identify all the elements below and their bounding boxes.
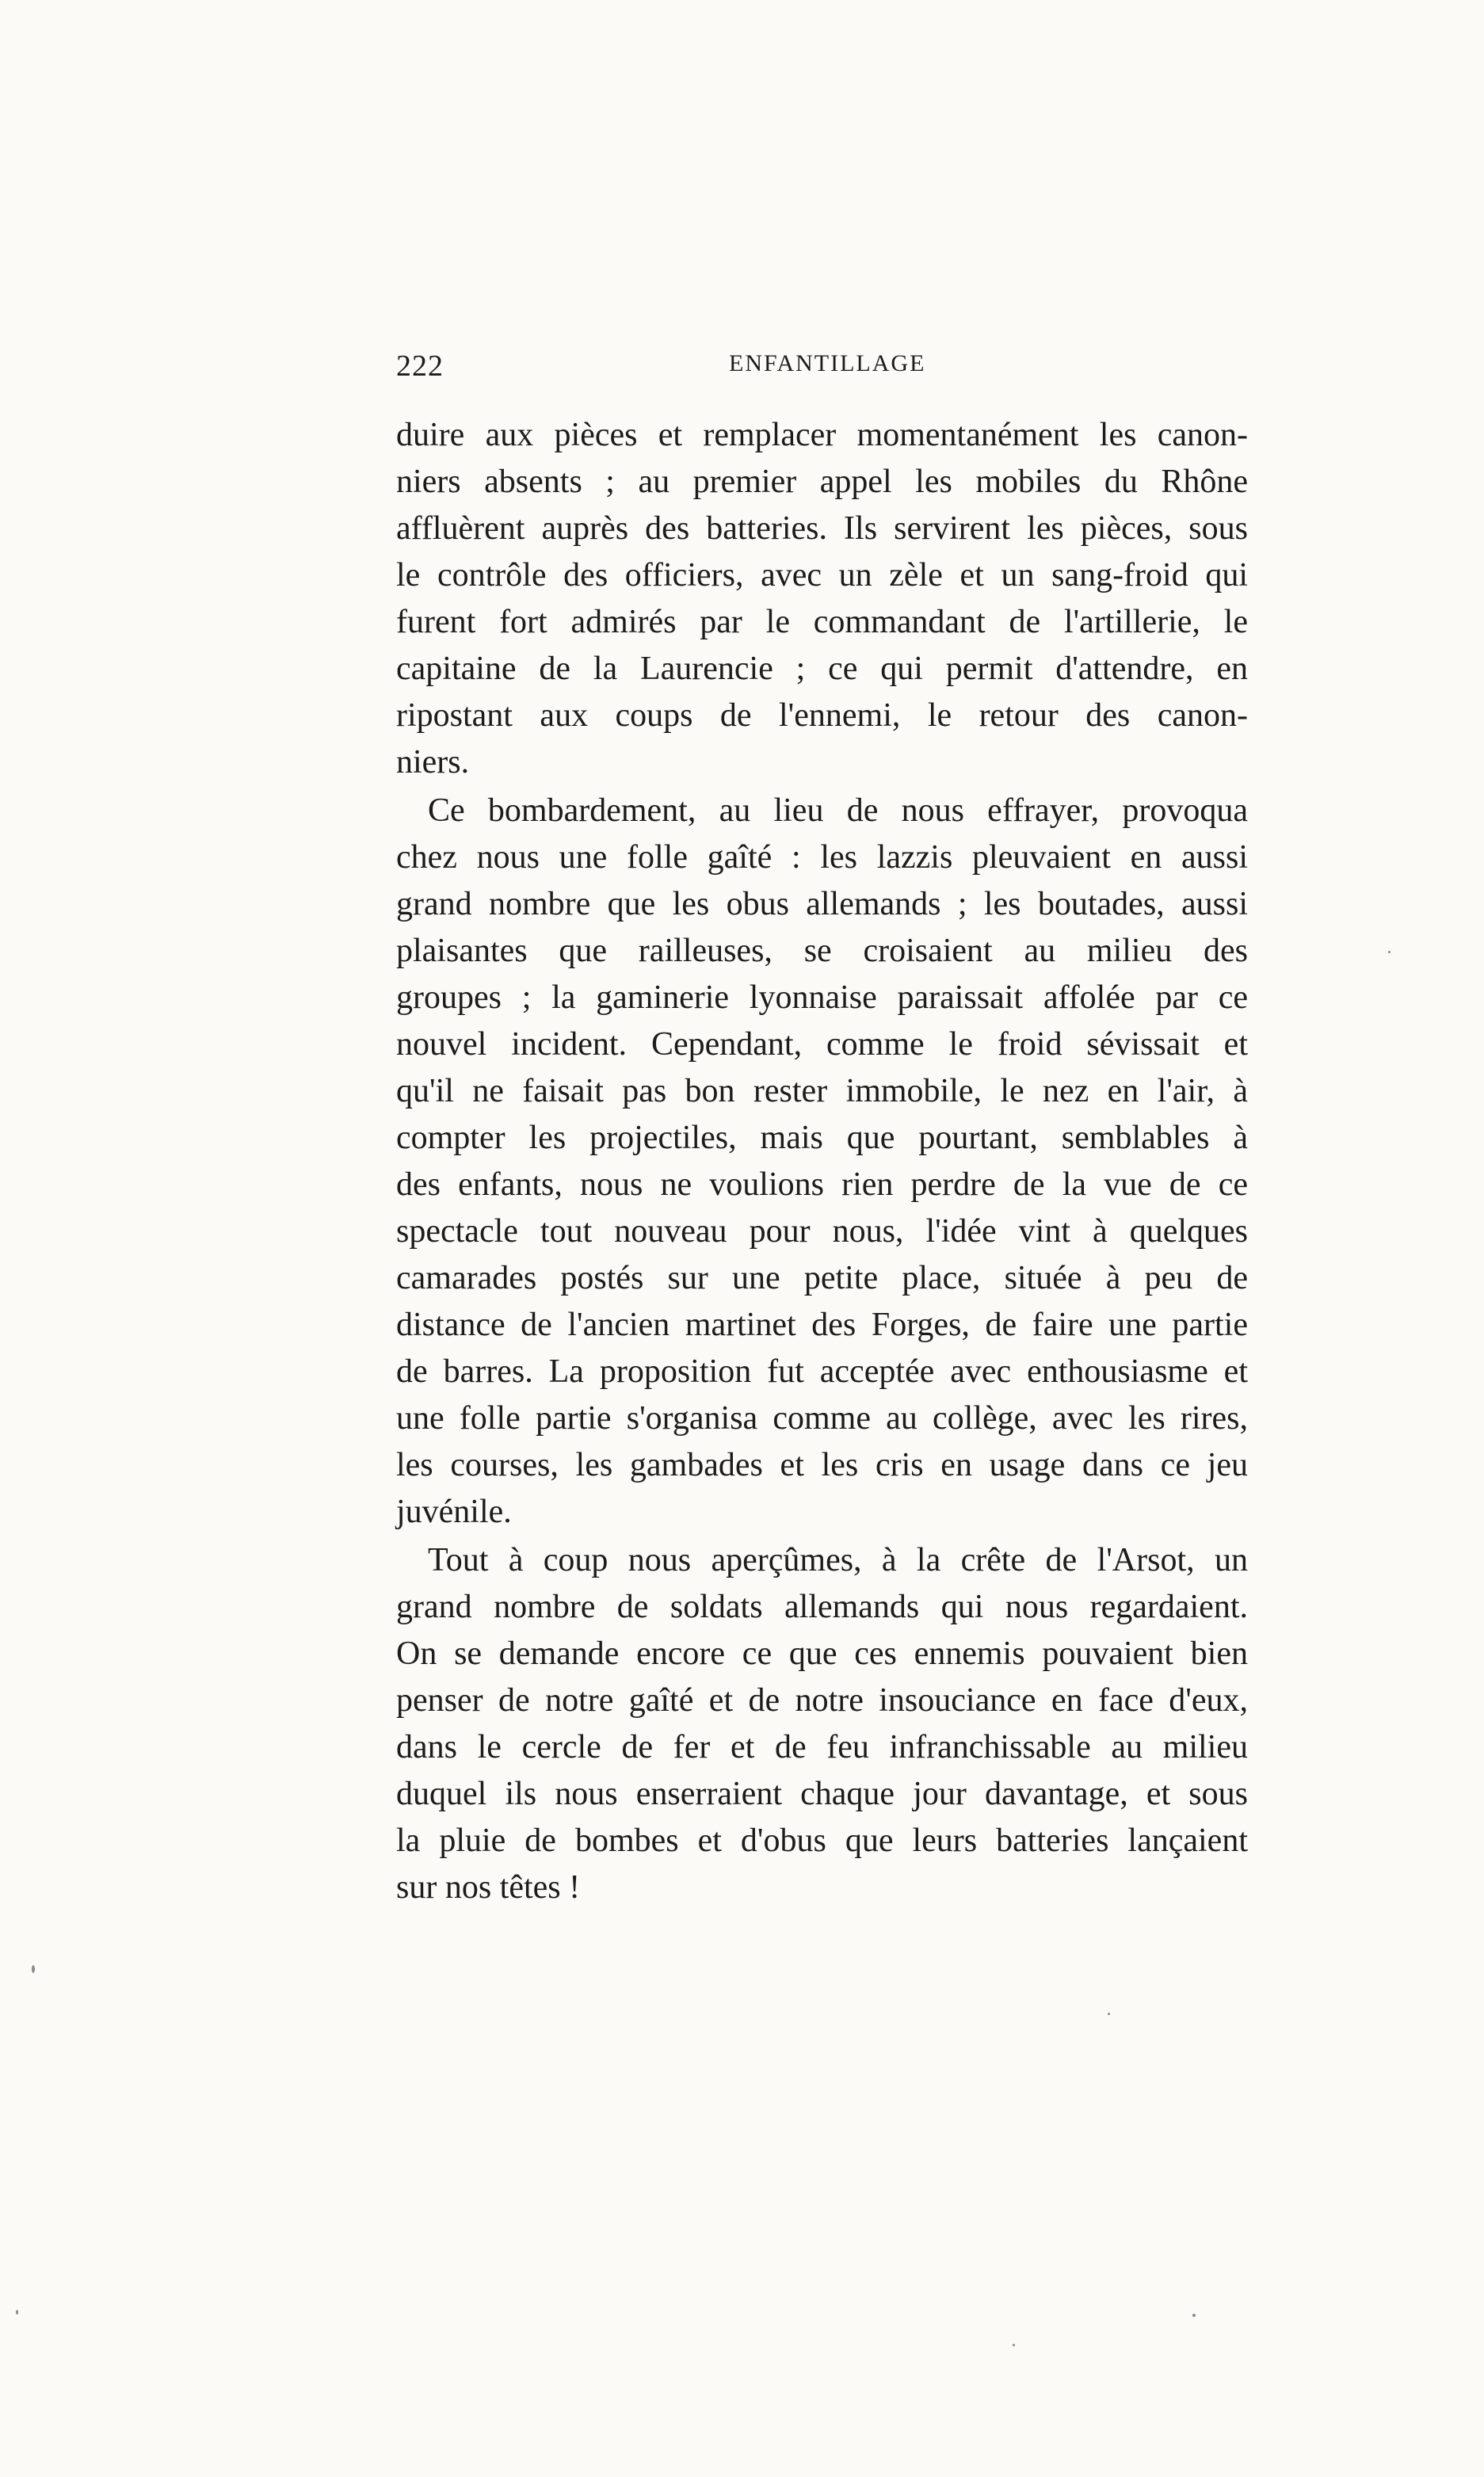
text-line: duquel ils nous enserraient chaque jour davantage, et sous xyxy=(396,1776,1248,1812)
running-head xyxy=(396,349,1248,396)
text-line: furent fort admirés par le commandant de l'artillerie, le xyxy=(396,604,1248,640)
text-line: juvénile. xyxy=(396,1494,512,1530)
text-line: grand nombre de soldats allemands qui nous regardaient. xyxy=(396,1589,1248,1625)
scan-speck xyxy=(1013,2344,1015,2346)
text-line: Tout à coup nous aperçûmes, à la crête de l'Arsot, un xyxy=(428,1542,1248,1578)
text-line: spectacle tout nouveau pour nous, l'idée vint à quelques xyxy=(396,1213,1248,1250)
text-line: niers. xyxy=(396,744,470,781)
scan-speck xyxy=(16,2310,18,2315)
text-line: compter les projectiles, mais que pourtant, semblables à xyxy=(396,1120,1248,1156)
text-line: sur nos têtes ! xyxy=(396,1869,581,1906)
text-line: niers absents ; au premier appel les mobiles du Rhône xyxy=(396,464,1248,500)
text-line: On se demande encore ce que ces ennemis pouvaient bien xyxy=(396,1635,1248,1672)
page-number: 222 xyxy=(396,349,444,383)
text-line: une folle partie s'organisa comme au collège, avec les rires, xyxy=(396,1400,1248,1437)
text-line: affluèrent auprès des batteries. Ils servirent les pièces, sous xyxy=(396,510,1248,547)
paragraph-2 xyxy=(396,788,1248,1536)
text-line: groupes ; la gaminerie lyonnaise paraissait affolée par ce xyxy=(396,979,1248,1016)
text-line: ripostant aux coups de l'ennemi, le retour des canon- xyxy=(396,697,1248,734)
text-line: plaisantes que railleuses, se croisaient au milieu des xyxy=(396,933,1248,969)
scan-speck xyxy=(1388,951,1391,953)
scan-speck xyxy=(1108,2013,1110,2015)
text-line: chez nous une folle gaîté : les lazzis pleuvaient en aussi xyxy=(396,839,1248,876)
running-title: ENFANTILLAGE xyxy=(729,350,926,376)
text-line: les courses, les gambades et les cris en usage dans ce jeu xyxy=(396,1447,1248,1483)
text-line: qu'il ne faisait pas bon rester immobile, le nez en l'air, à xyxy=(396,1073,1248,1109)
text-line: des enfants, nous ne voulions rien perdre de la vue de ce xyxy=(396,1166,1248,1203)
text-line: capitaine de la Laurencie ; ce qui permit d'attendre, en xyxy=(396,651,1248,687)
text-line: duire aux pièces et remplacer momentanément les canon- xyxy=(396,417,1248,453)
text-line: Ce bombardement, au lieu de nous effrayer, provoqua xyxy=(428,792,1248,829)
text-line: grand nombre que les obus allemands ; les boutades, aussi xyxy=(396,886,1248,922)
body-text xyxy=(396,412,1248,1913)
scan-speck xyxy=(1192,2314,1196,2317)
text-line: penser de notre gaîté et de notre insouciance en face d'eux, xyxy=(396,1682,1248,1719)
text-line: distance de l'ancien martinet des Forges, de faire une partie xyxy=(396,1307,1248,1343)
text-line: dans le cercle de fer et de feu infranchissable au milieu xyxy=(396,1729,1248,1765)
text-line: le contrôle des officiers, avec un zèle et un sang-froid qui xyxy=(396,557,1248,593)
text-line: nouvel incident. Cependant, comme le froid sévissait et xyxy=(396,1026,1248,1063)
paragraph-1 xyxy=(396,412,1248,786)
text-line: de barres. La proposition fut acceptée avec enthousiasme et xyxy=(396,1353,1248,1390)
paragraph-3 xyxy=(396,1537,1248,1911)
text-line: camarades postés sur une petite place, située à peu de xyxy=(396,1260,1248,1296)
scan-speck xyxy=(32,1965,35,1973)
text-line: la pluie de bombes et d'obus que leurs batteries lançaient xyxy=(396,1822,1248,1859)
